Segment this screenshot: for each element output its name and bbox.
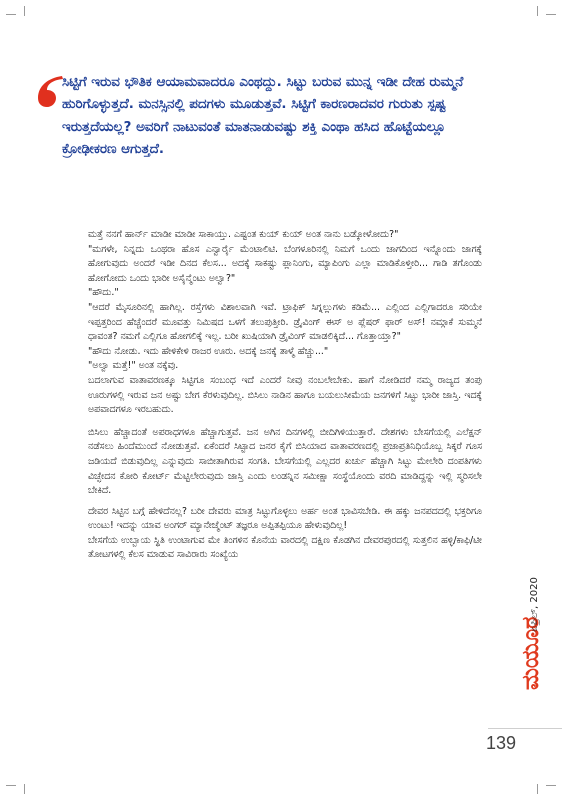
paragraph: ಬದಲಾಗುವ ವಾತಾವರಣಕ್ಕೂ ಸಿಟ್ಟಿಗೂ ಸಂಬಂಧ ಇದೆ ಎಂದರೆ ನೀವು ನಂಬಲೇಬೇಕು. ಹಾಗೆ ನೋಡಿದರೆ ನಮ್ಮ ರಾಜ್ಯದ ತಂಪು ಊರುಗಳಲ್ಲಿ ಇರುವ ಜನ ಅಷ್ಟು ಬೇಗ ಕೆರಳುವುದಿಲ್ಲ. ಬಿಸಿಲು ನಾಡಿನ ಹಾಗೂ ಬಯಲುಸೀಮೆಯ ಜನಗಳಿಗೆ ಸಿಟ್ಟು ಭಾರೀ ಜಾಸ್ತಿ. ಇದಕ್ಕೆ ಅಪವಾದಗಳೂ ಇರಬಹುದು.: [88, 374, 482, 416]
magazine-brand: ಮಯೂರ: [518, 616, 544, 690]
paragraph: "ಮಗಳೇ, ನಿನ್ನದು ಒಂಥರಾ ಹೊಸ ಎನ್ವಾರ್ರೈ ಮೆಂಟಾಲಿಟಿ. ಬೆಂಗಳೂರಿನಲ್ಲಿ ನಿಮಗೆ ಒಂದು ಜಾಗದಿಂದ ಇನ್ನೊಂದು ಜಾಗಕ್ಕೆ ಹೋಗುವುದು ಅಂದರೆ ಇಡೀ ದಿನದ ಕೆಲಸ... ಅದಕ್ಕೆ ಸಾಕಷ್ಟು ಪ್ಲಾನಿಂಗು, ಮ್ಯಾಪಿಂಗು ಎಲ್ಲಾ ಮಾಡಿಕೊಳ್ತೀರಿ... ಗಾಡಿ ತಗೊಂಡು ಹೋಗೋದು ಒಂದು ಭಾರೀ ಅಸೈನ್ಮೆಂಟು ಅಲ್ವಾ?": [88, 243, 482, 284]
page-number: 139: [486, 733, 517, 753]
crop-mark-top-right: [546, 14, 556, 15]
crop-mark-bottom-left: [6, 785, 16, 786]
article-body: [88, 228, 482, 563]
paragraph: ಬೇಸಗೆಯ ಉಬ್ಬಾಯ ಸ್ಥಿತಿ ಉಂಟಾಗುವ ಮೇ ತಿಂಗಳಿನ ಕೊನೆಯ ವಾರದಲ್ಲಿ ದಕ್ಷಿಣ ಕೊಡಗಿನ ದೇವರಪುರದಲ್ಲಿ ಸುತ್ತಲಿನ ಹಳ್ಳಿ/ಕಾಫಿ/ಟೀ ತೋಟಗಳಲ್ಲಿ ಕೆಲಸ ಮಾಡುವ ಸಾವಿರಾರು ಸಂಖ್ಯೆಯ: [88, 534, 482, 561]
paragraph: "ಹೌದು ನೋಡು. ಇದು ಹೇಳಿಕೇಳಿ ರಾಜರ ಊರು. ಅದಕ್ಕೆ ಜನಕ್ಕೆ ತಾಳ್ಮೆ ಹೆಚ್ಚು...": [88, 345, 329, 357]
paragraph: ಬಿಸಿಲು ಹೆಚ್ಚಾದಂತೆ ಅಪರಾಧಗಳೂ ಹೆಚ್ಚಾಗುತ್ತವೆ. ಜನ ಅಗಿನ ದಿನಗಳಲ್ಲಿ ಬೀದಿಗಿಳಿಯುತ್ತಾರೆ. ದೇಶಗಳು ಬೇಸಗೆಯಲ್ಲಿ ಎಲೆಕ್ಷನ್ ನಡೆಸಲು ಹಿಂದೆಮುಂದೆ ನೋಡುತ್ತವೆ. ಏಕೆಂದರೆ ಸಿಟ್ಟಾದ ಜನರ ಕೈಗೆ ಬಿಸಿಯಾದ ವಾತಾವರಣದಲ್ಲಿ ಪ್ರಜಾಪ್ರತಿನಿಧಿಯೊಬ್ಬ ಸಿಕ್ಕರೆ ಗೂಸ ಜಡಿಯದೆ ಬಿಡುವುದಿಲ್ಲ ಎನ್ನುವುದು ಸಾಬೀತಾಗಿರುವ ಸಂಗತಿ. ಬೇಸಗೆಯಲ್ಲಿ ಎಲ್ಲದರ ಖರ್ಚು ಹೆಚ್ಚಾಗಿ ಸಿಟ್ಟು ಮೇಲೇರಿ ದಂಪತಿಗಳು ವಿಚ್ಛೇದನ ಕೋರಿ ಕೋರ್ಟ್ ಮೆಟ್ಟಿಲೇರುವುದು ಜಾಸ್ತಿ ಎಂದು ಲಂಡನ್ನಿನ ಸಮೀಕ್ಷಾ ಸಂಸ್ಥೆಯೊಂದು ವರದಿ ಮಾಡಿದ್ದನ್ನು ಇಲ್ಲಿ ಸ್ಮರಿಸಲೇ ಬೇಕಿದೆ.: [88, 426, 482, 497]
paragraph: ದೇವರ ಸಿಟ್ಟಿನ ಬಗ್ಗೆ ಹೇಳಿದೆನಲ್ಲ? ಬರೀ ದೇವರು ಮಾತ್ರ ಸಿಟ್ಟುಗೊಳ್ಳಲು ಅರ್ಹ ಅಂತ ಭಾವಿಸಬೇಡಿ. ಈ ಹಕ್ಕು ಜನಪದದಲ್ಲಿ ಭಕ್ತರಿಗೂ ಉಂಟು! ಇದನ್ನು ಯಾವ ಅಂಗರ್ ಮ್ಯಾನೇಜ್ಮೆಂಟ್ ತಜ್ಞರೂ ಅಪ್ಪಿತಪ್ಪಿಯೂ ಹೇಳುವುದಿಲ್ಲ!: [88, 505, 482, 532]
pull-quote: ಸಿಟ್ಟಿಗೆ ಇರುವ ಭೌತಿಕ ಆಯಾಮವಾದರೂ ಎಂಥದ್ದು. ಸಿಟ್ಟು ಬರುವ ಮುನ್ನ ಇಡೀ ದೇಹ ರುಮ್ಮನೆ ಹುರಿಗೊಳ್ಳುತ್ತದೆ. ಮನಸ್ಸಿನಲ್ಲಿ ಪದಗಳು ಮೂಡುತ್ತವೆ. ಸಿಟ್ಟಿಗೆ ಕಾರಣರಾದವರ ಗುರುತು ಸ್ಪಷ್ಟ ಇರುತ್ತದೆಯಲ್ಲ? ಅವರಿಗೆ ನಾಟುವಂತೆ ಮಾತನಾಡುವಷ್ಟು ಶಕ್ತಿ ಎಂಥಾ ಹಸಿದ ಹೊಟ್ಟೆಯಲ್ಲೂ ಕ್ರೋಢೀಕರಣ ಆಗುತ್ತದೆ.: [62, 75, 464, 158]
issue-date: ಏಪ್ರಿಲ್, 2020: [529, 577, 540, 632]
paragraph: ಮತ್ತೆ ನನಗೆ ಹಾರ್ನ್ ಮಾಡೀ ಮಾಡೀ ಸಾಕಾಯ್ತು. ಎಷ್ಟಂತ ಕುಯ್ ಕುಯ್ ಅಂತ ನಾನು ಬಡ್ಕೋಳೋದು?": [88, 229, 399, 240]
crop-mark-top-left: [6, 14, 16, 15]
paragraph: "ಅಲ್ವಾ ಮತ್ತೆ!" ಅಂತ ನಕ್ಕೆವು.: [88, 360, 179, 372]
paragraph: "ಹೌದು.": [88, 287, 119, 299]
crop-mark-bottom-right: [546, 785, 556, 786]
paragraph: "ಆದರೆ ಮೈಸೂರಿನಲ್ಲಿ ಹಾಗಿಲ್ಲ. ರಸ್ತೆಗಳು ವಿಶಾಲವಾಗಿ ಇವೆ. ಟ್ರಾಫಿಕ್ ಸಿಗ್ನಲ್ಲುಗಳು ಕಡಿಮೆ... ಎಲ್ಲಿಂದ ಎಲ್ಲಿಗಾದರೂ ಸರಿಯೇ ಇಪ್ಪತ್ತರಿಂದ ಹೆಚ್ಚೆಂದರೆ ಮೂವತ್ತು ನಿಮಿಷದ ಒಳಗೆ ತಲುಪುತ್ತೀರಿ. ಡ್ರೈವಿಂಗ್ ಈಸ್ ಅ ಪ್ಲೆಷರ್ ಫಾರ್ ಅಸ್! ನಮ್ಗಾಕೆ ಸುಮ್ಮನೆ ಧಾವಂತ? ನಮಗೆ ಎಲ್ಲಿಗೂ ಹೋಗಲಿಕ್ಕೆ ಇಲ್ಲ. ಬರೀ ಖುಷಿಯಾಗಿ ಡ್ರೈವಿಂಗ್ ಮಾಡಲಿಕ್ಕಿದೆ... ಗೊತ್ತಾಯ್ತಾ?": [88, 301, 482, 343]
footer-rule: [488, 728, 562, 729]
